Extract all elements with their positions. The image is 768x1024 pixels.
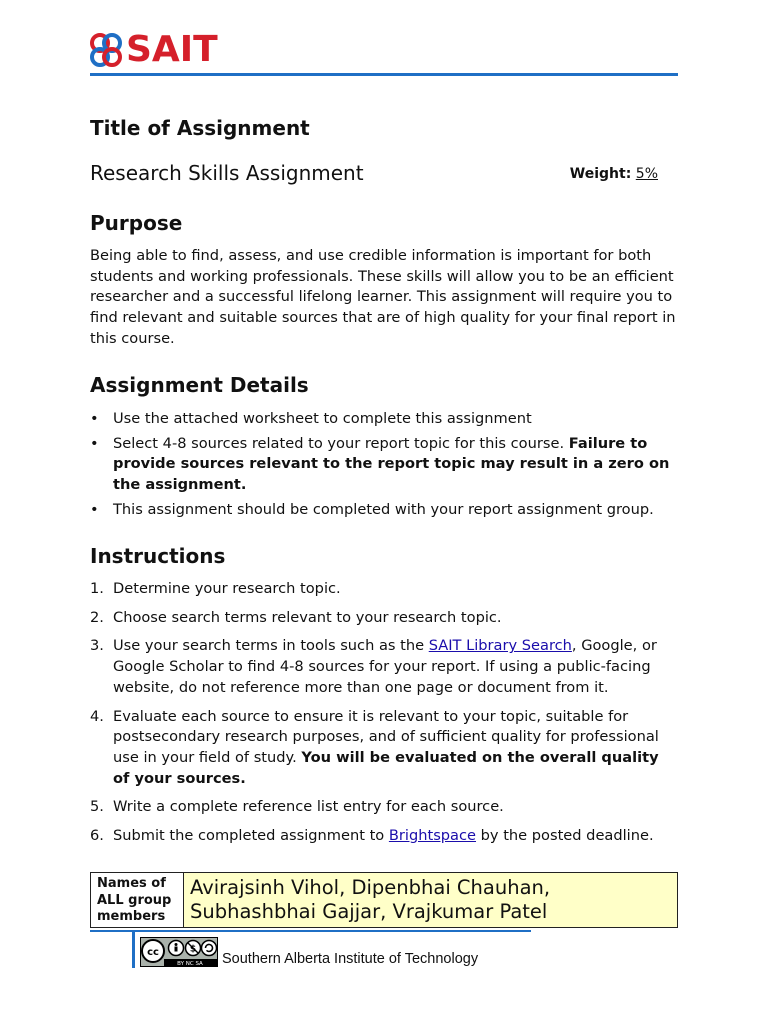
weight-value: 5% bbox=[635, 166, 658, 182]
purpose-heading: Purpose bbox=[90, 211, 183, 235]
header-divider bbox=[90, 73, 678, 76]
group-members-table bbox=[90, 872, 678, 928]
list-item: 2. Choose search terms relevant to your research topic. bbox=[90, 608, 502, 626]
list-item: • This assignment should be completed with your report assignment group. bbox=[90, 500, 680, 521]
group-members-label: Names of ALL group members bbox=[91, 873, 184, 927]
assignment-title-row bbox=[90, 161, 678, 189]
assignment-name: Research Skills Assignment bbox=[90, 161, 364, 185]
footer-divider bbox=[90, 930, 531, 932]
list-item: 5. Write a complete reference list entry for each source. bbox=[90, 798, 504, 816]
list-item: 4. Evaluate each source to ensure it is relevant to your topic, suitable for postsecondary research purposes, and of sufficient quality for professional use in your field of study. You will be evaluated on the overall quality of your sources. bbox=[90, 707, 659, 787]
list-item: 6. Submit the completed assignment to Brightspace by the posted deadline. bbox=[90, 827, 654, 845]
group-members-value[interactable]: Avirajsinh Vihol, Dipenbhai Chauhan, Subhashbhai Gajjar, Vrajkumar Patel bbox=[184, 873, 677, 927]
brightspace-link[interactable]: Brightspace bbox=[388, 827, 477, 845]
sait-library-search-link[interactable]: SAIT Library Search bbox=[428, 637, 572, 655]
svg-text:cc: cc bbox=[147, 947, 159, 958]
cc-by-nc-sa-icon bbox=[140, 937, 218, 967]
list-item: 3. Use your search terms in tools such as the SAIT Library Search, Google, or Google Scholar to find 4-8 sources for your report. If using a public-facing website, do not reference more than one page or document from it. bbox=[90, 637, 657, 696]
institution-name: Southern Alberta Institute of Technology bbox=[222, 951, 479, 967]
list-item: 1. Determine your research topic. bbox=[90, 580, 341, 597]
details-heading: Assignment Details bbox=[90, 373, 309, 397]
license-small-text: BY NC SA bbox=[177, 961, 203, 967]
sait-logo bbox=[90, 30, 218, 70]
purpose-text: Being able to find, assess, and use credible information is important for both students and working professionals. These skills will allow you to be an efficient researcher and a successful lifelong learner. This assignment will require you to find relevant and suitable sources that are of high quality for your final report in this course. bbox=[90, 247, 676, 347]
instructions-heading: Instructions bbox=[90, 544, 226, 568]
details-list bbox=[90, 409, 680, 525]
logo-text: SAIT bbox=[126, 29, 218, 70]
svg-text:$: $ bbox=[189, 944, 197, 955]
list-item: • Select 4-8 sources related to your report topic for this course. Failure to provide sources relevant to the report topic may result in a zero on the assignment. bbox=[90, 434, 680, 496]
instructions-list bbox=[90, 579, 680, 855]
weight-field bbox=[570, 166, 678, 182]
sait-knot-icon bbox=[90, 30, 124, 70]
weight-label: Weight: bbox=[569, 166, 632, 182]
footer-accent-bar bbox=[132, 932, 135, 968]
title-heading: Title of Assignment bbox=[90, 116, 310, 140]
list-item: • Use the attached worksheet to complete this assignment bbox=[90, 409, 680, 430]
